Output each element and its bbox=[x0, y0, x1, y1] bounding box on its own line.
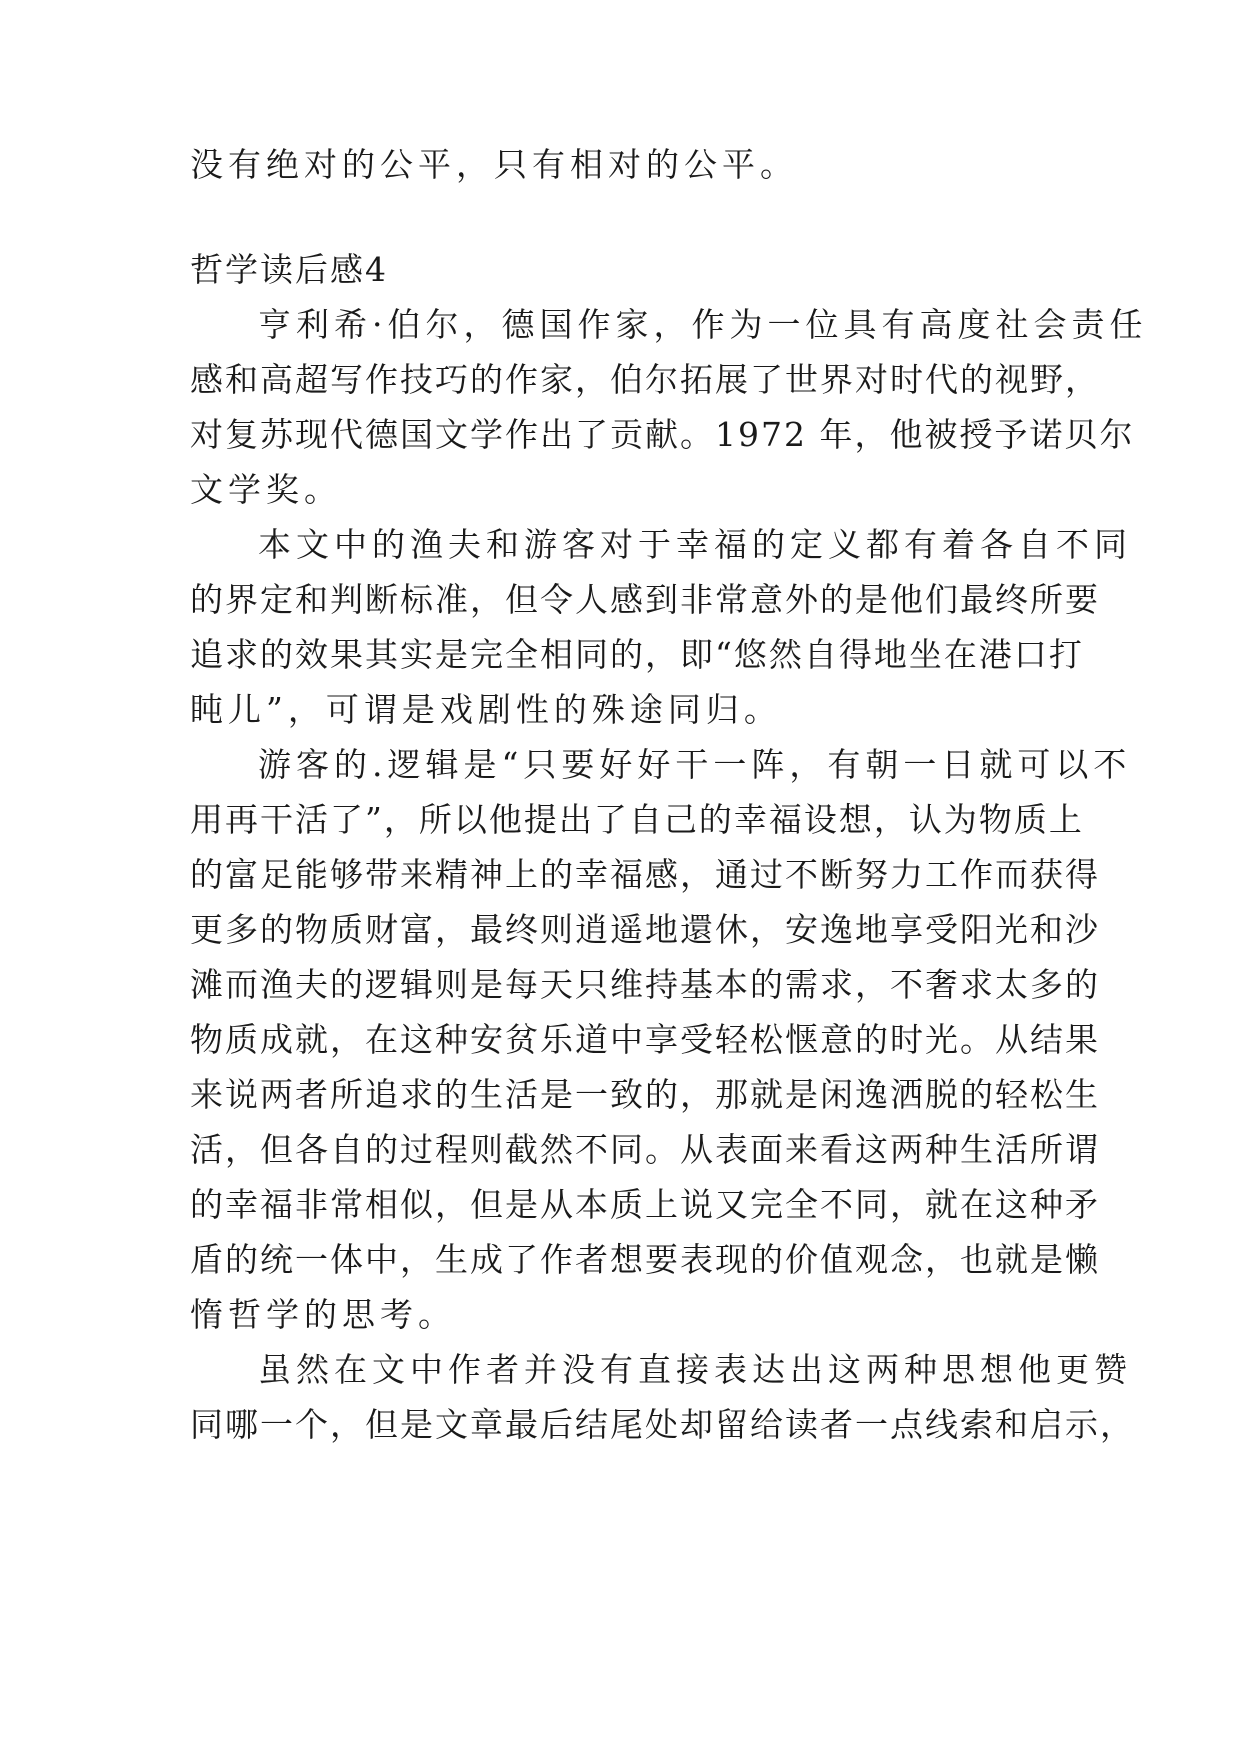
paragraph-line: 游客的.逻辑是“只要好好干一阵，有朝一日就可以不 bbox=[258, 745, 1132, 784]
paragraph-line: 用再干活了”，所以他提出了自己的幸福设想，认为物质上 bbox=[190, 800, 1084, 839]
paragraph-line: 滩而渔夫的逻辑则是每天只维持基本的需求，不奢求太多的 bbox=[190, 965, 1100, 1004]
paragraph-line: 本文中的渔夫和游客对于幸福的定义都有着各自不同 bbox=[258, 525, 1132, 564]
paragraph-line: 盹儿”，可谓是戏剧性的殊途同归。 bbox=[190, 690, 782, 729]
paragraph-line: 文学奖。 bbox=[190, 470, 342, 509]
paragraph-line: 没有绝对的公平，只有相对的公平。 bbox=[190, 145, 798, 184]
paragraph-line: 感和高超写作技巧的作家，伯尔拓展了世界对时代的视野， bbox=[190, 360, 1100, 399]
paragraph-line: 活，但各自的过程则截然不同。从表面来看这两种生活所谓 bbox=[190, 1130, 1100, 1169]
paragraph-line: 惰哲学的思考。 bbox=[190, 1295, 456, 1334]
paragraph-line: 物质成就，在这种安贫乐道中享受轻松惬意的时光。从结果 bbox=[190, 1020, 1100, 1059]
paragraph-line: 的幸福非常相似，但是从本质上说又完全不同，就在这种矛 bbox=[190, 1185, 1100, 1224]
paragraph-line: 盾的统一体中，生成了作者想要表现的价值观念，也就是懒 bbox=[190, 1240, 1100, 1279]
paragraph-line: 的界定和判断标准，但令人感到非常意外的是他们最终所要 bbox=[190, 580, 1100, 619]
paragraph-line: 来说两者所追求的生活是一致的，那就是闲逸洒脱的轻松生 bbox=[190, 1075, 1100, 1114]
section-heading: 哲学读后感4 bbox=[190, 250, 388, 289]
paragraph-line: 追求的效果其实是完全相同的，即“悠然自得地坐在港口打 bbox=[190, 635, 1084, 674]
paragraph-line: 虽然在文中作者并没有直接表达出这两种思想他更赞 bbox=[258, 1350, 1132, 1389]
paragraph-line: 亨利希·伯尔，德国作家，作为一位具有高度社会责任 bbox=[258, 305, 1148, 344]
paragraph-line: 更多的物质财富，最终则逍遥地還休，安逸地享受阳光和沙 bbox=[190, 910, 1100, 949]
paragraph-line: 的富足能够带来精神上的幸福感，通过不断努力工作而获得 bbox=[190, 855, 1100, 894]
paragraph-line: 同哪一个，但是文章最后结尾处却留给读者一点线索和启示， bbox=[190, 1405, 1135, 1444]
paragraph-line: 对复苏现代德国文学作出了贡献。1972 年，他被授予诺贝尔 bbox=[190, 415, 1135, 454]
